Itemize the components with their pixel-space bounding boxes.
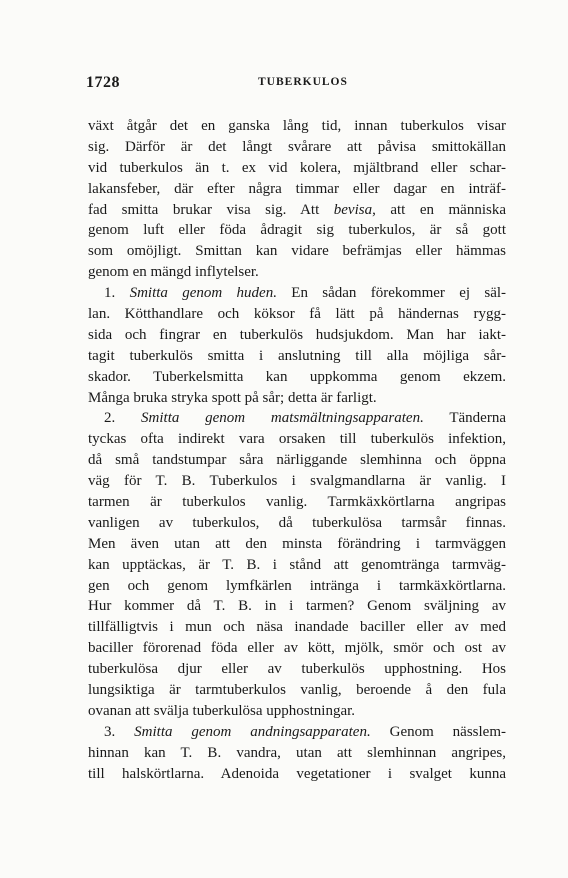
text-line-content: sida och fingrar en tuberkulös hudsjukdom. Man har iakt- — [88, 326, 506, 343]
page-header — [86, 74, 486, 96]
text-line — [88, 241, 506, 262]
text-line — [88, 408, 506, 429]
text-line — [88, 513, 506, 534]
text-line-content: till halskörtlarna. Adenoida vegetationer i svalget kunna — [88, 765, 506, 782]
text-line — [88, 492, 506, 513]
body-text — [88, 116, 506, 785]
text-line-content: ovanan att svälja tuberkulösa upphostningar. — [88, 702, 356, 719]
text-line-content: vanligen av tuberkulos, då tuberkulösa tarmsår finnas. — [88, 514, 506, 531]
text-line-content: tillfälligtvis i mun och näsa inandade baciller eller av med — [88, 619, 506, 636]
text-line — [88, 701, 506, 722]
text-line — [88, 346, 506, 367]
text-line-content: hinnan kan T. B. vandra, utan att slemhinnan angripes, — [88, 744, 506, 761]
text-line-content: Många bruka stryka spott på sår; detta är farligt. — [88, 389, 377, 406]
text-line-content: Men även utan att den minsta förändring i tarmväggen — [88, 535, 506, 552]
italic-heading: Smitta genom andningsapparaten. — [134, 723, 371, 740]
text-line-continuation: En sådan förekommer ej säl- — [276, 285, 507, 302]
text-line-content: vid tuberkulos än t. ex vid kolera, mjältbrand eller schar- — [88, 159, 506, 176]
text-line — [88, 534, 506, 555]
text-line-content: kan upptäckas, är T. B. i stånd att genomtränga tarmväg- — [88, 556, 506, 573]
text-line — [88, 325, 506, 346]
text-line — [88, 367, 506, 388]
text-line-content: Hur kommer då T. B. in i tarmen? Genom sväljning av — [88, 598, 506, 615]
text-line-content: skador. Tuberkelsmitta kan uppkomma genom ekzem. — [88, 368, 506, 385]
text-line — [88, 262, 506, 283]
text-line — [88, 680, 506, 701]
text-line — [88, 179, 506, 200]
text-line — [88, 116, 506, 137]
italic-heading: Smitta genom matsmältningsapparaten. — [141, 410, 424, 427]
text-line — [88, 555, 506, 576]
text-line-content: som omöjligt. Smittan kan vidare befrämjas eller hämmas — [88, 243, 506, 260]
text-line-content: 1. — [104, 285, 130, 302]
text-line — [88, 576, 506, 597]
text-line-content: 3. — [104, 723, 135, 740]
text-line-continuation: Genom nässlem- — [370, 723, 507, 740]
text-line — [88, 596, 506, 617]
text-line — [88, 659, 506, 680]
text-line — [88, 450, 506, 471]
text-line-content: väg för T. B. Tuberkulos i svalgmandlarna är vanlig. I — [88, 473, 506, 490]
text-line-content: lungsiktiga är tarmtuberkulos vanlig, beroende å den fula — [88, 682, 506, 699]
text-line-content: baciller förorenad föda eller av kött, mjölk, smör och ost av — [88, 640, 506, 657]
text-line — [88, 283, 506, 304]
text-line-continuation: , att en människa — [372, 201, 506, 218]
text-line-content: tarmen är tuberkulos vanlig. Tarmkäxkörtlarna angripas — [88, 494, 506, 511]
text-line-continuation: Tänderna — [423, 410, 506, 427]
text-line — [88, 722, 506, 743]
text-line — [88, 471, 506, 492]
text-line-content: tagit tuberkulös smitta i anslutning till alla möjliga sår- — [88, 347, 506, 364]
text-line-content: växt åtgår det en ganska lång tid, innan tuberkulos visar — [88, 118, 506, 134]
running-title: TUBERKULOS — [258, 76, 348, 88]
text-line-content: sig. Därför är det långt svårare att påvisa smittokällan — [88, 138, 506, 155]
text-line-content: genom luft eller föda ådragit sig tuberkulos, är så gott — [88, 222, 506, 239]
text-line — [88, 617, 506, 638]
italic-heading: Smitta genom huden. — [129, 285, 277, 302]
text-line — [88, 220, 506, 241]
text-line-content: tuberkulösa djur eller av tuberkulös upphostning. Hos — [88, 661, 506, 678]
text-line — [88, 158, 506, 179]
text-line-content: genom en mängd inflytelser. — [88, 264, 259, 281]
text-line-content: lakansfeber, där efter några timmar eller dagar en inträf- — [88, 180, 506, 197]
text-line — [88, 200, 506, 221]
text-line-content: lan. Kötthandlare och köksor få lätt på händernas rygg- — [88, 306, 506, 323]
text-line-content: 2. — [104, 410, 142, 427]
text-line-content: fad smitta brukar visa sig. Att — [88, 201, 334, 218]
text-line — [88, 429, 506, 450]
text-line — [88, 304, 506, 325]
text-line — [88, 137, 506, 158]
text-line — [88, 638, 506, 659]
text-line — [88, 388, 506, 409]
text-line — [88, 764, 506, 785]
text-line — [88, 743, 506, 764]
text-line-content: då små tandstumpar såra närliggande slemhinna och öppna — [88, 452, 506, 469]
page-number: 1728 — [86, 74, 120, 91]
text-line-content: tyckas ofta indirekt vara orsaken till tuberkulös infektion, — [88, 431, 506, 448]
italic-heading: bevisa — [333, 201, 373, 218]
text-line-content: gen och genom lymfkärlen intränga i tarmkäxkörtlarna. — [88, 577, 506, 594]
